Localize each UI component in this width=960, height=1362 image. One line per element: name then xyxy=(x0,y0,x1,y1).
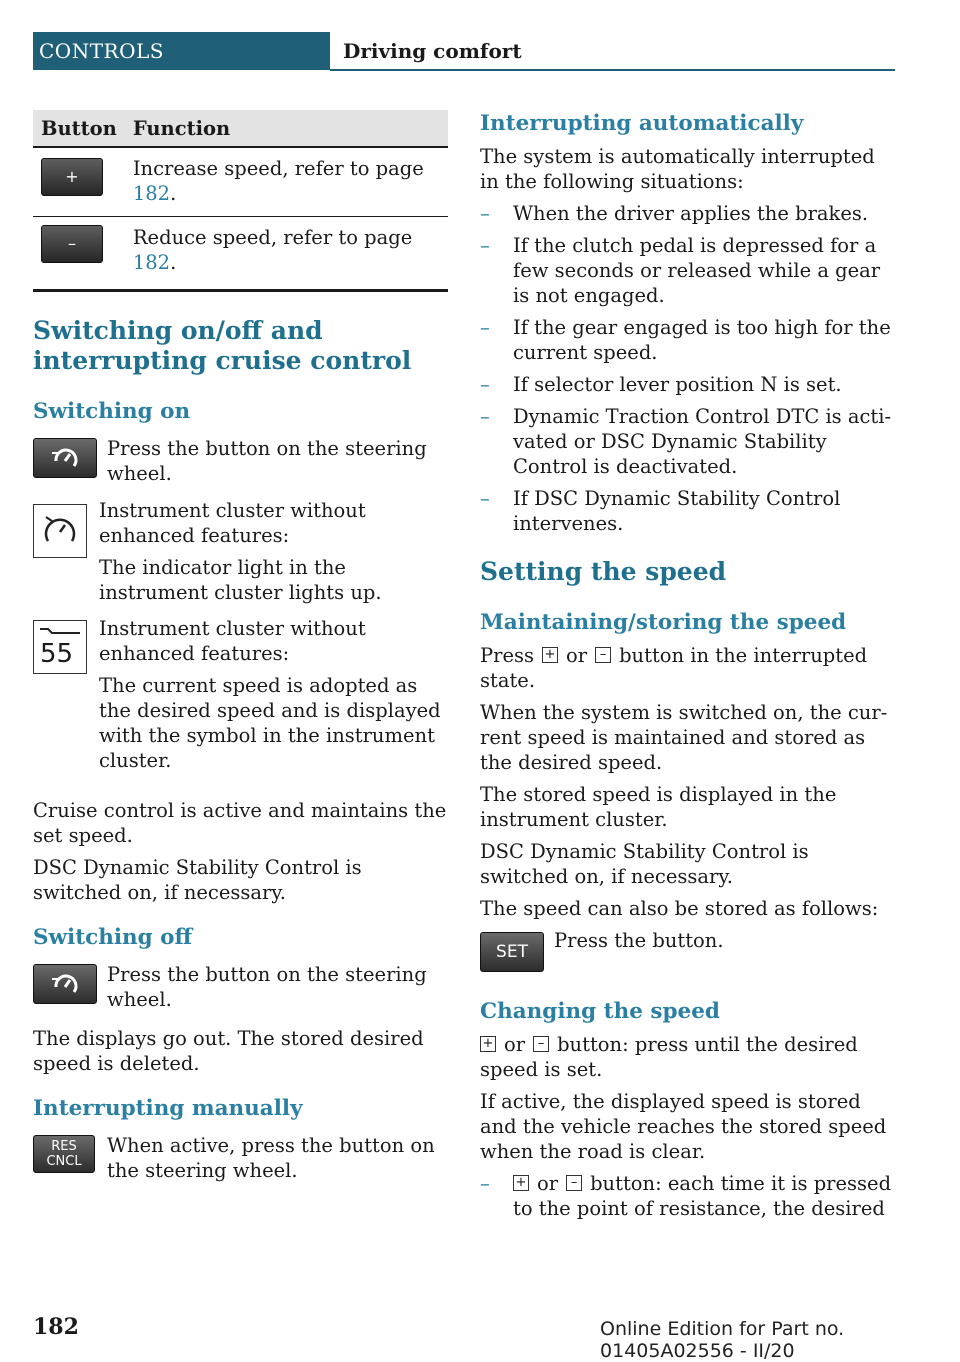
cluster-note-2b: The current speed is adopted as the desired speed and is displayed with the symbol in the instrument cluster. xyxy=(99,674,441,772)
list-item xyxy=(480,1171,895,1221)
function-cell: Increase speed, refer to page 182. xyxy=(125,147,448,217)
stored-displayed-text: The stored speed is displayed in the instrument cluster. xyxy=(480,783,837,831)
or-word: or xyxy=(566,644,588,667)
list-item: – Dynamic Traction Control DTC is activated or DSC Dynamic Stability Control is deactivated. xyxy=(480,404,895,479)
list-item: – If selector lever position N is set. xyxy=(480,372,895,397)
switched-on-text: When the system is switched on, the current speed is maintained and stored as the desired speed. xyxy=(480,701,888,774)
change-text xyxy=(480,1032,895,1082)
col-header-button: Button xyxy=(33,110,125,147)
plus-key-icon: + xyxy=(513,1175,529,1191)
col-header-function: Function xyxy=(125,110,448,147)
press-text xyxy=(480,643,895,693)
dsc-text: DSC Dynamic Stability Control is switched on, if necessary. xyxy=(33,856,362,904)
auto-list xyxy=(480,201,895,536)
cluster-note-2: Instrument cluster without enhanced features: xyxy=(99,617,366,665)
subheading-switching-off: Switching off xyxy=(33,925,193,950)
list-item: – When the driver applies the brakes. xyxy=(480,201,895,226)
press-tail: button in the interrupted state. xyxy=(480,644,868,692)
minus-key-icon: – xyxy=(566,1175,582,1191)
button-function-table xyxy=(33,110,448,292)
list-item: – If DSC Dynamic Stability Control intervenes. xyxy=(480,486,895,536)
section-heading-setting: Setting the speed xyxy=(480,557,727,586)
function-text: Reduce speed, refer to page xyxy=(132,226,413,249)
left-column xyxy=(33,110,448,1197)
active-text: Cruise control is active and maintains the set speed. xyxy=(33,799,447,847)
header-rule xyxy=(330,69,895,71)
page-number: 182 xyxy=(33,1314,79,1340)
set-text: Press the button. xyxy=(554,929,724,952)
subheading-switching-on: Switching on xyxy=(33,399,191,424)
list-item: – If the clutch pedal is depressed for a few seconds or released while a gear is not engaged. xyxy=(480,233,895,308)
page-link[interactable]: 182 xyxy=(132,251,171,274)
each-time-text: button: each time it is pressed to the point of resistance, the desired xyxy=(513,1172,892,1220)
page-link[interactable]: 182 xyxy=(132,182,171,205)
subheading-maintaining: Maintaining/storing the speed xyxy=(480,610,847,635)
right-column xyxy=(480,110,895,1228)
res-label: RES xyxy=(51,1139,77,1154)
subheading-interrupting-manually: Interrupting manually xyxy=(33,1096,303,1121)
manual-text: When active, press the button on the steering wheel. xyxy=(107,1134,435,1182)
set-button-icon: SET xyxy=(480,932,544,972)
change-list xyxy=(480,1171,895,1221)
if-active-text: If active, the displayed speed is stored and the vehicle reaches the stored speed when the road is clear. xyxy=(480,1090,887,1163)
plus-button-icon: + xyxy=(41,158,103,196)
cruise-control-button-icon xyxy=(33,964,97,1004)
speed-symbol-value: 55 xyxy=(40,639,74,669)
displays-text: The displays go out. The stored desired speed is deleted. xyxy=(33,1027,424,1075)
or-word: or xyxy=(504,1033,526,1056)
cluster-note-1b xyxy=(99,555,449,605)
minus-button-icon: – xyxy=(41,225,103,263)
table-row xyxy=(33,147,448,217)
switch-on-text: Press the button on the steering wheel. xyxy=(107,437,427,485)
switch-off-text: Press the button on the steering wheel. xyxy=(107,963,427,1011)
chapter-title: Driving comfort xyxy=(343,39,522,63)
plus-key-icon: + xyxy=(480,1036,496,1052)
edition-footer: Online Edition for Part no. 01405A02556 - II/20 xyxy=(600,1318,845,1362)
section-tab: CONTROLS xyxy=(33,32,330,70)
plus-key-icon: + xyxy=(542,647,558,663)
cncl-label: CNCL xyxy=(46,1154,82,1169)
dsc-text: DSC Dynamic Stability Control is switched on, if necessary. xyxy=(480,840,809,888)
also-stored-text: The speed can also be stored as follows: xyxy=(480,897,879,920)
res-cncl-button-icon xyxy=(33,1135,95,1173)
minus-key-icon: – xyxy=(533,1036,549,1052)
subheading-interrupting-automatically: Interrupting automatically xyxy=(480,111,804,136)
indicator-text: The indicator light in the instrument cluster lights up. xyxy=(99,556,382,604)
function-text: Increase speed, refer to page xyxy=(132,157,424,180)
section-heading: Switching on/off and interrupting cruise control xyxy=(33,316,412,375)
or-word: or xyxy=(537,1172,559,1195)
auto-intro: The system is automatically interrupted in the following situations: xyxy=(480,145,875,193)
press-word: Press xyxy=(480,644,534,667)
subheading-changing: Changing the speed xyxy=(480,999,720,1024)
cruise-control-button-icon xyxy=(33,438,97,478)
change-tail: button: press until the desired speed is set. xyxy=(480,1033,858,1081)
list-item: – If the gear engaged is too high for the current speed. xyxy=(480,315,895,365)
minus-key-icon: – xyxy=(595,647,611,663)
cruise-indicator-icon xyxy=(33,504,87,558)
table-row xyxy=(33,217,448,291)
cluster-note-1: Instrument cluster without enhanced features: xyxy=(99,499,366,547)
speed-symbol-icon xyxy=(33,620,87,674)
function-cell: Reduce speed, refer to page 182. xyxy=(125,217,448,291)
